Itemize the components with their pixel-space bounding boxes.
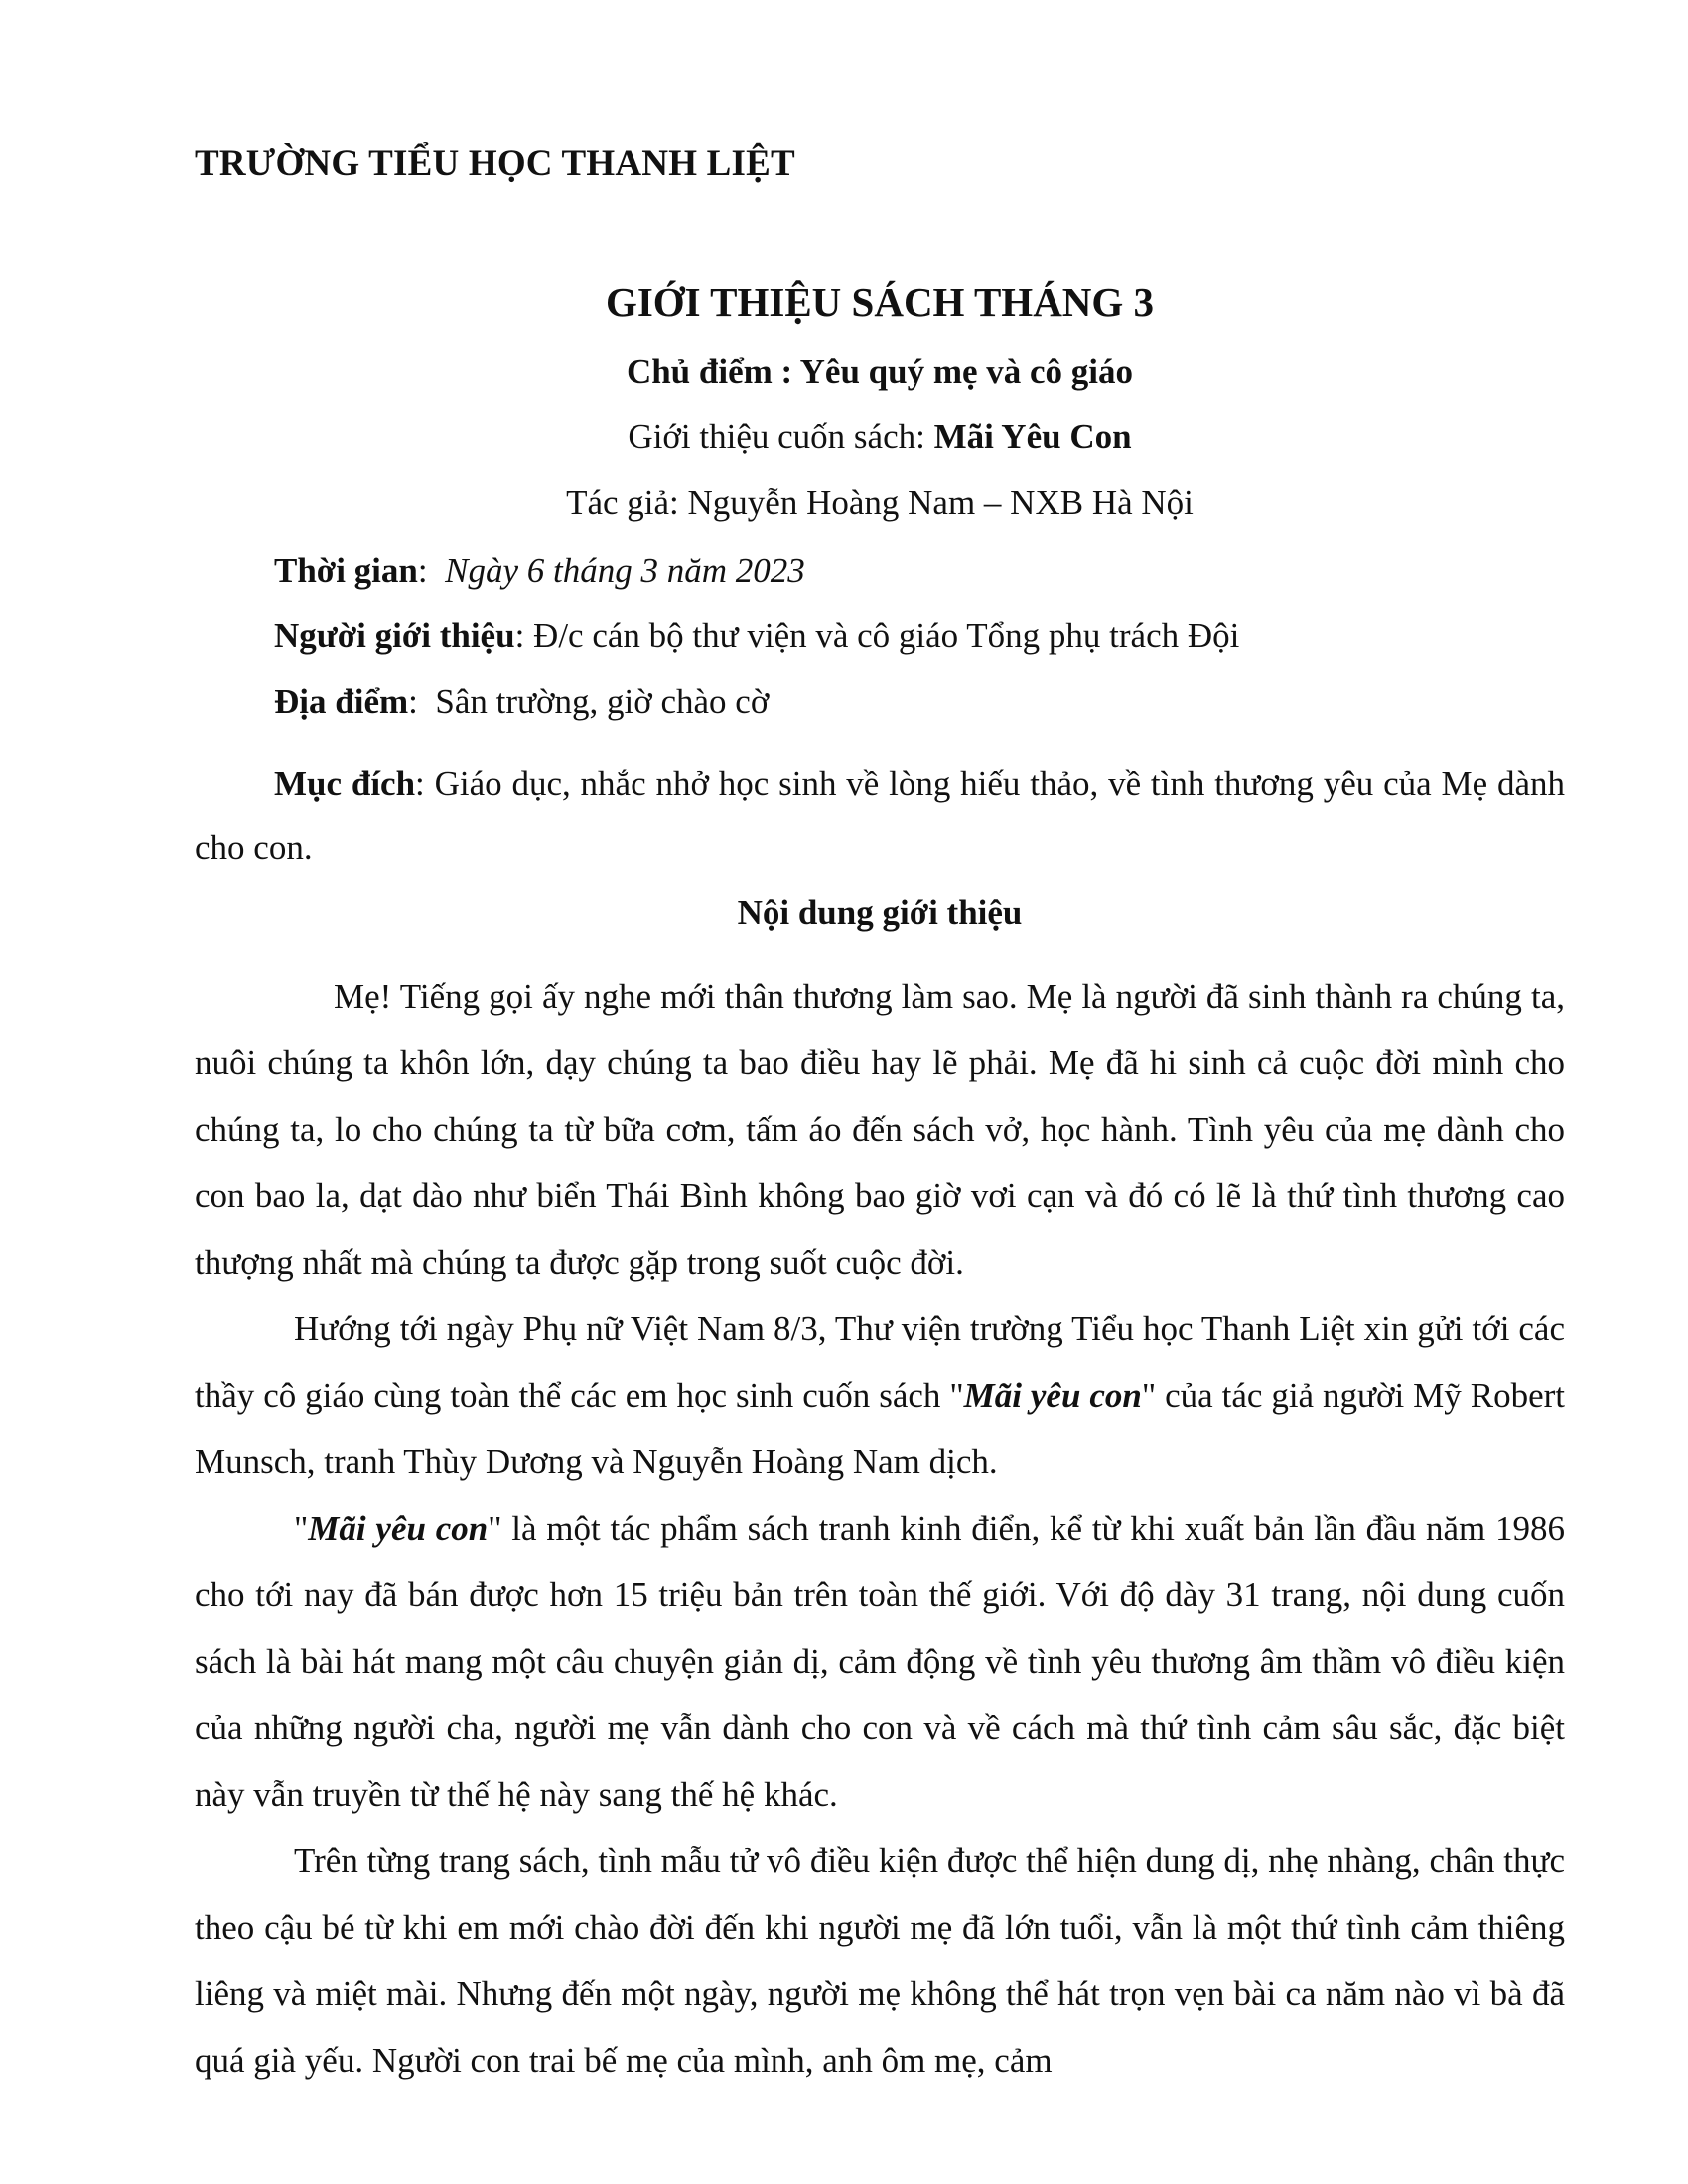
place-field: Địa điểm: Sân trường, giờ chào cờ: [274, 682, 770, 721]
place-value: Sân trường, giờ chào cờ: [435, 682, 770, 721]
paragraph-3-quote: ": [294, 1509, 309, 1548]
section-title: Nội dung giới thiệu: [737, 893, 1023, 932]
paragraph-3-text: " là một tác phẩm sách tranh kinh điển, kể từ khi xuất bản lần đầu năm 1986 cho tới nay đã bán được hơn 15 triệu bản trên toàn thế giới. Với độ dày 31 trang, nội dung cuốn sách là bài hát mang một câu chuyện giản dị, cảm động về tình yêu thương âm thầm vô điều kiện của những người cha, người mẹ vẫn dành cho con và về cách mà thứ tình cảm sâu sắc, đặc biệt này vẫn truyền từ thế hệ này sang thế hệ khác.: [195, 1509, 1565, 1814]
body-content: [195, 963, 1565, 2094]
paragraph-4: Trên từng trang sách, tình mẫu tử vô điều kiện được thể hiện dung dị, nhẹ nhàng, chân thực theo cậu bé từ khi em mới chào đời đến khi người mẹ đã lớn tuổi, vẫn là một thứ tình cảm thiêng liêng và miệt mài. Nhưng đến một ngày, người mẹ không thể hát trọn vẹn bài ca năm nào vì bà đã quá già yếu. Người con trai bế mẹ của mình, anh ôm mẹ, cảm: [195, 1842, 1565, 2080]
book-name: Mãi Yêu Con: [933, 417, 1132, 456]
purpose-field: Mục đích: Giáo dục, nhắc nhở học sinh về lòng hiếu thảo, về tình thương yêu của Mẹ dành cho con.: [195, 764, 1565, 867]
document-title: GIỚI THIỆU SÁCH THÁNG 3: [605, 279, 1155, 325]
presenter-value: Đ/c cán bộ thư viện và cô giáo Tổng phụ trách Đội: [533, 616, 1240, 655]
school-name: TRƯỜNG TIỂU HỌC THANH LIỆT: [195, 143, 795, 184]
presenter-label: Người giới thiệu: [274, 616, 515, 655]
purpose-value: Giáo dục, nhắc nhở học sinh về lòng hiếu thảo, về tình thương yêu của Mẹ dành cho con.: [195, 764, 1565, 867]
book-line: [195, 417, 1565, 457]
paragraph-2-text-a: Hướng tới ngày Phụ nữ Việt Nam 8/3, Thư viện trường Tiểu học Thanh Liệt xin gửi tới các thầy cô giáo cùng toàn thể các em học sinh cuốn sách ": [195, 1309, 1565, 1415]
paragraph-3: [195, 1495, 1565, 1828]
theme-label: Chủ điểm : Yêu quý mẹ và cô giáo: [626, 352, 1134, 391]
paragraph-1: Mẹ! Tiếng gọi ấy nghe mới thân thương làm sao. Mẹ là người đã sinh thành ra chúng ta, nuôi chúng ta khôn lớn, dạy chúng ta bao điều hay lẽ phải. Mẹ đã hi sinh cả cuộc đời mình cho chúng ta, lo cho chúng ta từ bữa cơm, tấm áo đến sách vở, học hành. Tình yêu của mẹ dành cho con bao la, dạt dào như biển Thái Bình không bao giờ vơi cạn và đó có lẽ là thứ tình thương cao thượng nhất mà chúng ta được gặp trong suốt cuộc đời.: [195, 977, 1565, 1282]
time-field: Thời gian: Ngày 6 tháng 3 năm 2023: [274, 551, 805, 590]
theme-line: [195, 352, 1565, 392]
book-prefix: Giới thiệu cuốn sách:: [628, 417, 934, 456]
paragraph-2-text-b: " của tác giả người Mỹ Robert Munsch, tranh Thùy Dương và Nguyễn Hoàng Nam dịch.: [195, 1376, 1565, 1481]
purpose-label: Mục đích: [274, 764, 416, 803]
time-value: Ngày 6 tháng 3 năm 2023: [445, 551, 805, 590]
paragraph-2: [195, 1296, 1565, 1495]
book-title-inline: Mãi yêu con: [963, 1376, 1142, 1415]
presenter-field: Người giới thiệu: Đ/c cán bộ thư viện và cô giáo Tổng phụ trách Đội: [274, 616, 1240, 655]
place-label: Địa điểm: [274, 682, 409, 721]
book-title-inline: Mãi yêu con: [308, 1509, 489, 1548]
author-line: Tác giả: Nguyễn Hoàng Nam – NXB Hà Nội: [566, 483, 1194, 522]
time-label: Thời gian: [274, 551, 418, 590]
